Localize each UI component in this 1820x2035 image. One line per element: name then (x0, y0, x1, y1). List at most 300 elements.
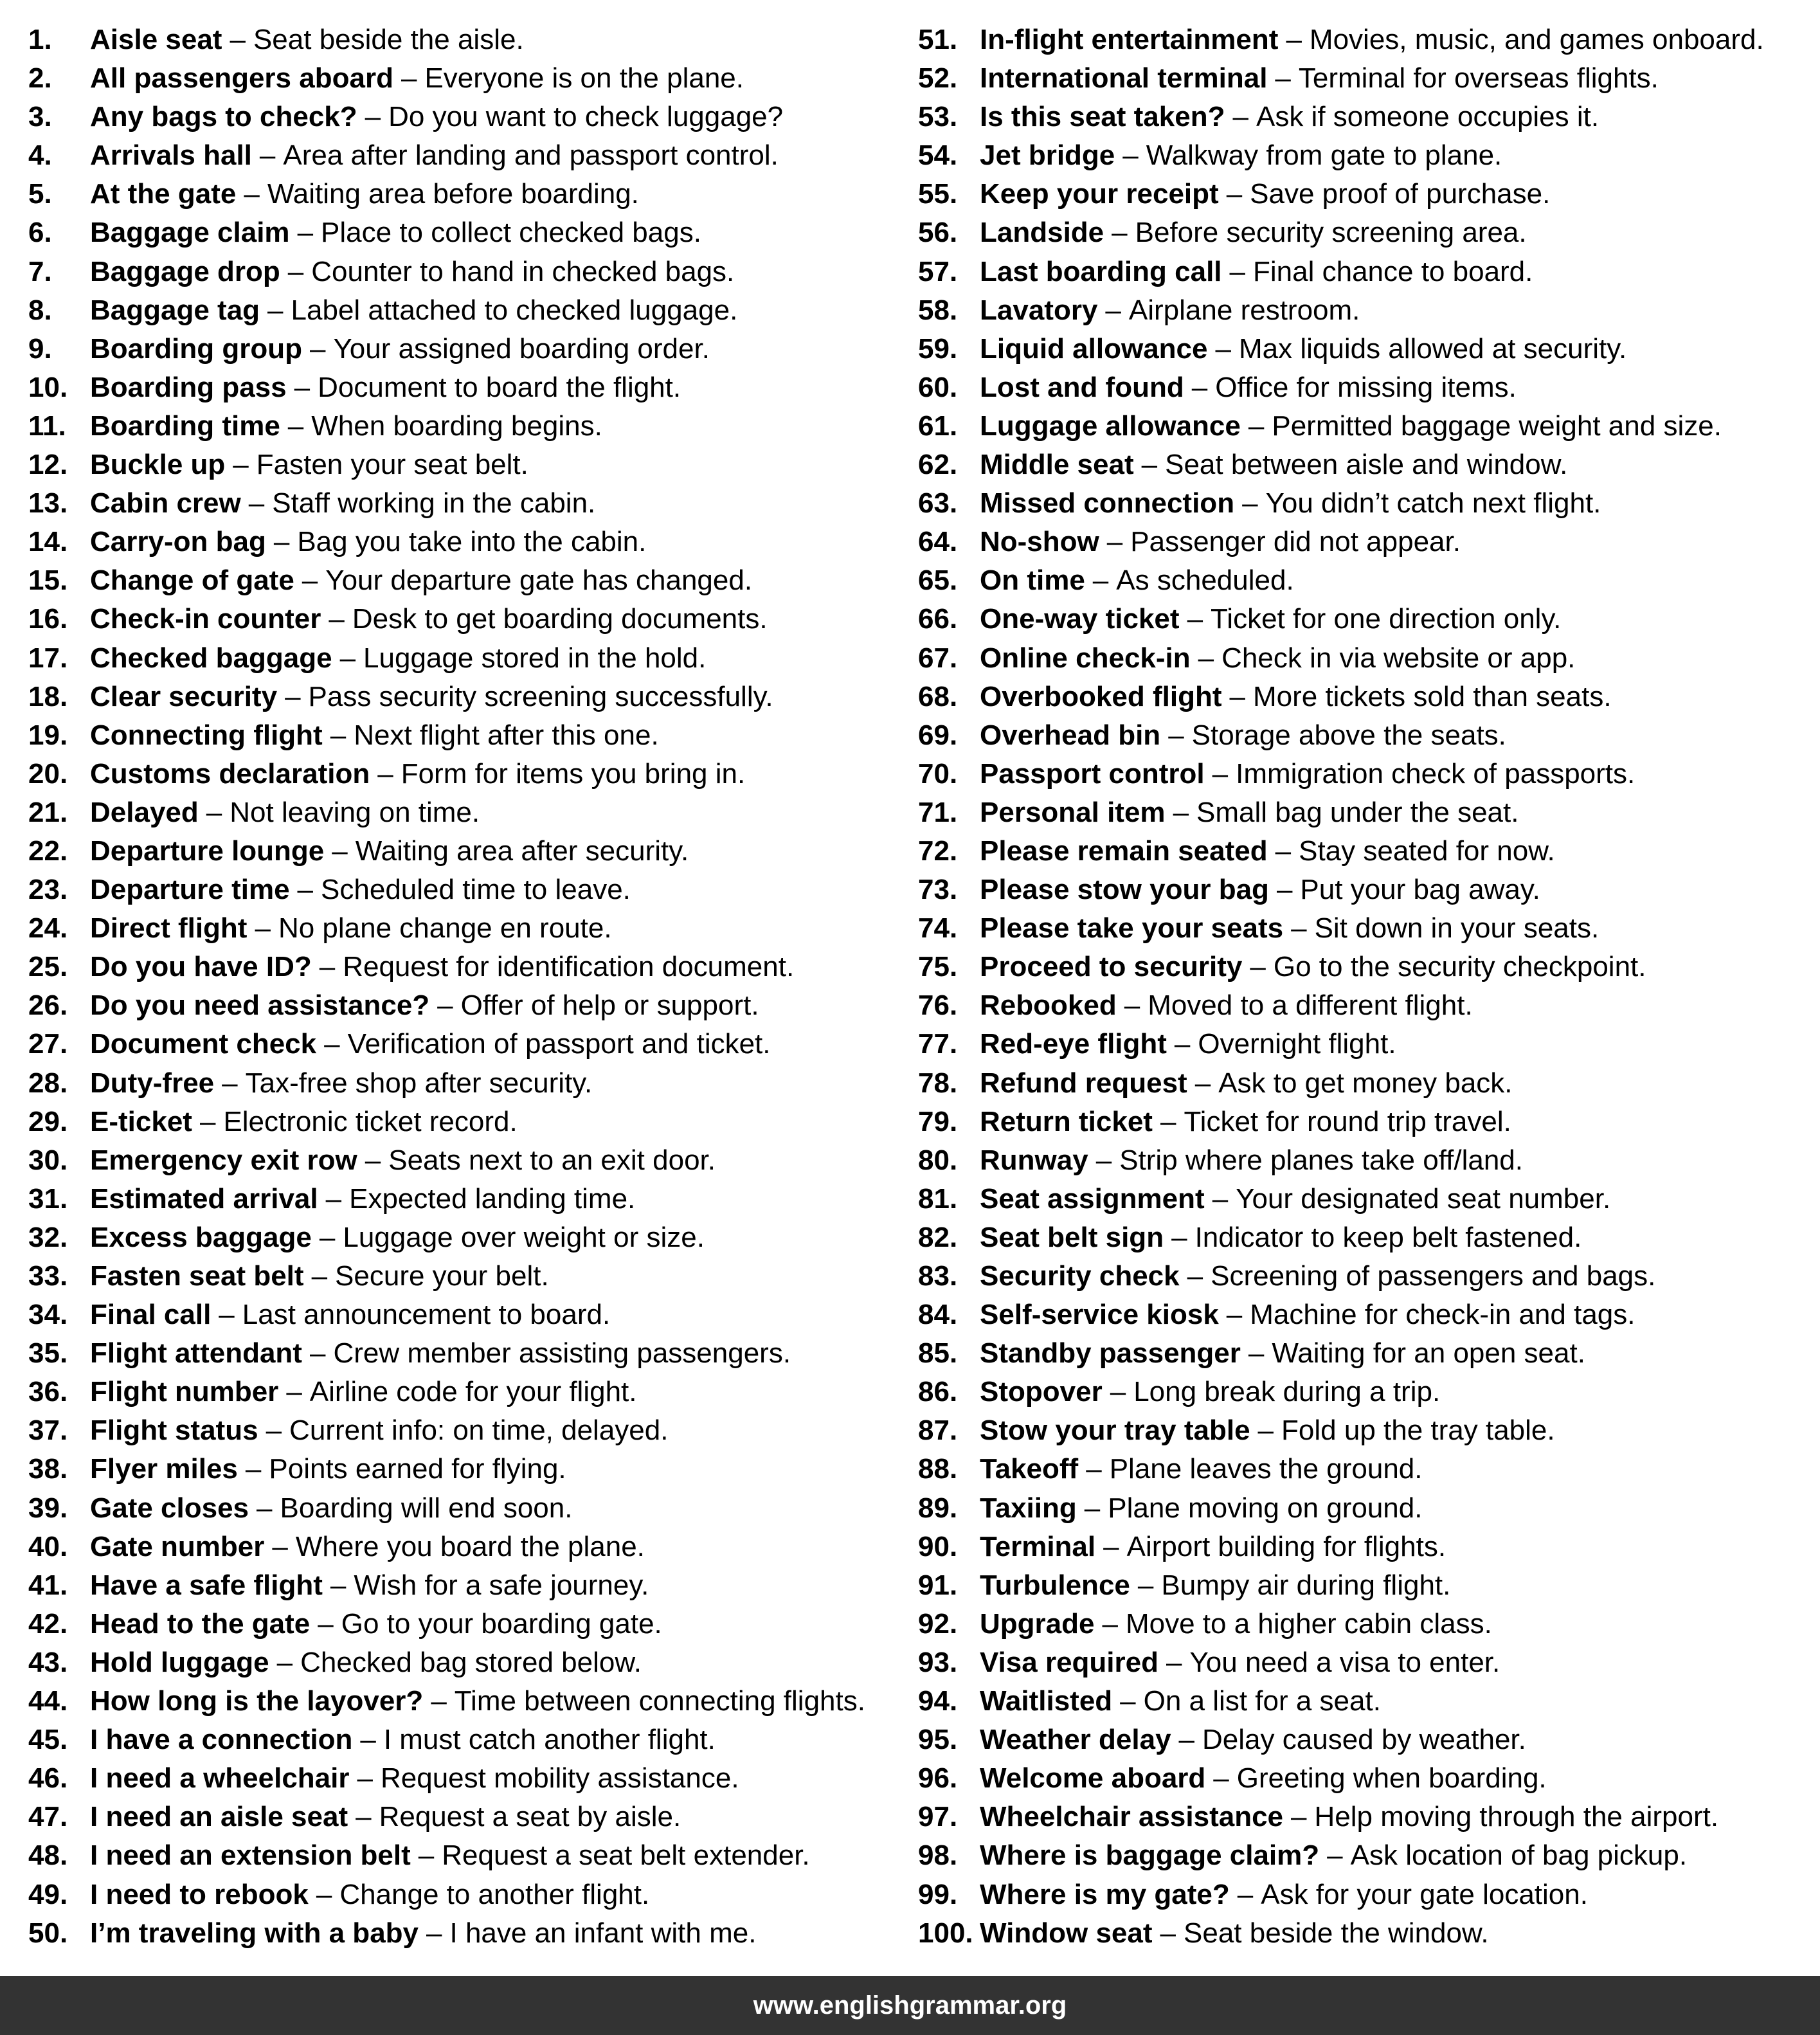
item-number: 61. (918, 410, 958, 442)
phrase-item (918, 407, 1812, 446)
phrase-item (28, 793, 890, 832)
item-definition: Move to a higher cabin class. (1125, 1607, 1492, 1640)
item-separator: – (1291, 1801, 1307, 1833)
item-number: 67. (918, 642, 958, 674)
item-number: 93. (918, 1646, 958, 1678)
item-separator: – (219, 1299, 235, 1331)
item-separator: – (1095, 1144, 1112, 1176)
item-definition: Fold up the tray table. (1281, 1415, 1555, 1447)
phrase-item (28, 1296, 890, 1334)
item-number: 27. (28, 1028, 68, 1060)
item-separator: – (1086, 1453, 1102, 1485)
phrase-item (918, 1064, 1812, 1103)
item-separator: – (1248, 1337, 1265, 1370)
item-term: Stopover (980, 1376, 1103, 1408)
item-number: 40. (28, 1530, 68, 1562)
item-separator: – (330, 1569, 347, 1601)
item-definition: Delay caused by weather. (1202, 1724, 1526, 1756)
item-number: 66. (918, 603, 958, 635)
phrase-item (28, 1721, 890, 1759)
item-number: 63. (918, 487, 958, 520)
phrase-item (28, 1411, 890, 1450)
item-separator: – (401, 62, 417, 95)
footer-url[interactable]: www.englishgrammar.org (753, 1991, 1067, 2020)
phrase-item (28, 98, 890, 136)
item-definition: Change to another flight. (339, 1878, 650, 1910)
item-term: Flight number (90, 1376, 279, 1408)
item-separator: – (1242, 487, 1258, 520)
item-definition: Permitted baggage weight and size. (1272, 410, 1722, 442)
phrase-item (28, 1489, 890, 1528)
phrase-item (28, 1257, 890, 1296)
phrase-item (918, 1025, 1812, 1063)
phrase-item (28, 446, 890, 484)
item-number: 1. (28, 24, 52, 55)
item-definition: Checked bag stored below. (300, 1646, 642, 1678)
item-separator: – (1213, 1762, 1229, 1795)
phrase-item (918, 986, 1812, 1025)
item-separator: – (1194, 1067, 1211, 1099)
item-number: 32. (28, 1221, 68, 1253)
phrase-item (918, 1682, 1812, 1721)
phrase-item (918, 1605, 1812, 1643)
item-term: Luggage allowance (980, 410, 1241, 442)
item-definition: Overnight flight. (1198, 1028, 1396, 1060)
item-term: I’m traveling with a baby (90, 1917, 419, 1949)
item-definition: Office for missing items. (1215, 371, 1517, 403)
item-separator: – (1229, 680, 1245, 712)
item-term: Check-in counter (90, 603, 321, 635)
item-separator: – (324, 1028, 340, 1060)
item-definition: Check in via website or app. (1221, 642, 1576, 674)
item-number: 55. (918, 178, 958, 210)
item-separator: – (311, 1260, 328, 1292)
phrase-item (918, 484, 1812, 523)
phrase-item (28, 986, 890, 1025)
phrase-item (918, 368, 1812, 407)
item-term: Passport control (980, 757, 1205, 790)
item-term: Overhead bin (980, 719, 1161, 751)
item-term: Rebooked (980, 990, 1117, 1022)
item-separator: – (1250, 951, 1266, 983)
phrase-item (918, 716, 1812, 755)
item-definition: Last announcement to board. (242, 1299, 611, 1331)
item-number: 14. (28, 526, 68, 558)
item-number: 24. (28, 912, 68, 945)
phrase-item (28, 1682, 890, 1721)
item-definition: Points earned for flying. (269, 1453, 566, 1485)
phrase-item (918, 1798, 1812, 1836)
item-number: 77. (918, 1028, 958, 1060)
item-number: 13. (28, 487, 68, 520)
phrase-item (28, 1914, 890, 1953)
item-definition: Form for items you bring in. (401, 757, 746, 790)
item-term: In-flight entertainment (980, 24, 1279, 55)
phrase-item (918, 1103, 1812, 1141)
item-term: Waitlisted (980, 1685, 1113, 1717)
phrase-item (28, 1605, 890, 1643)
phrase-item (918, 909, 1812, 948)
item-separator: – (1160, 1105, 1176, 1137)
phrase-item (918, 1180, 1812, 1218)
item-number: 87. (918, 1415, 958, 1447)
item-number: 53. (918, 101, 958, 133)
item-term: Fasten seat belt (90, 1260, 304, 1292)
phrase-item (918, 59, 1812, 98)
item-separator: – (1327, 1840, 1343, 1872)
item-term: Hold luggage (90, 1646, 269, 1678)
item-definition: Luggage over weight or size. (343, 1221, 705, 1253)
item-definition: Wish for a safe journey. (354, 1569, 649, 1601)
item-term: Flight attendant (90, 1337, 302, 1370)
item-definition: Document to board the flight. (318, 371, 681, 403)
item-definition: Place to collect checked bags. (321, 217, 701, 249)
item-separator: – (1291, 912, 1307, 945)
phrase-item (918, 1914, 1812, 1953)
item-separator: – (1168, 719, 1184, 751)
item-definition: Staff working in the cabin. (272, 487, 596, 520)
item-term: Visa required (980, 1646, 1158, 1678)
phrase-item (28, 909, 890, 948)
item-definition: Counter to hand in checked bags. (311, 255, 735, 287)
item-number: 39. (28, 1492, 68, 1524)
item-term: Boarding pass (90, 371, 287, 403)
item-definition: Waiting area after security. (355, 835, 689, 867)
item-separator: – (222, 1067, 238, 1099)
item-definition: Sit down in your seats. (1314, 912, 1599, 945)
item-number: 18. (28, 680, 68, 712)
item-definition: Put your bag away. (1300, 874, 1540, 906)
item-definition: Your designated seat number. (1236, 1182, 1611, 1215)
item-term: Any bags to check? (90, 101, 357, 133)
item-separator: – (1166, 1646, 1182, 1678)
item-number: 17. (28, 642, 68, 674)
item-term: Seat belt sign (980, 1221, 1164, 1253)
item-separator: – (356, 1801, 372, 1833)
item-number: 96. (918, 1762, 958, 1795)
phrase-item (918, 1411, 1812, 1450)
item-term: Taxiing (980, 1492, 1077, 1524)
item-definition: Offer of help or support. (460, 990, 759, 1022)
item-definition: Immigration check of passports. (1236, 757, 1635, 790)
item-separator: – (1171, 1221, 1187, 1253)
phrase-item (28, 871, 890, 909)
item-separator: – (287, 410, 304, 442)
item-definition: You need a visa to enter. (1189, 1646, 1500, 1678)
item-term: Customs declaration (90, 757, 370, 790)
item-term: Lavatory (980, 294, 1098, 326)
item-term: Jet bridge (980, 140, 1115, 172)
item-definition: Max liquids allowed at security. (1238, 332, 1627, 365)
item-separator: – (273, 526, 290, 558)
item-number: 37. (28, 1415, 68, 1447)
item-definition: Seat beside the window. (1184, 1917, 1489, 1949)
item-separator: – (332, 835, 348, 867)
phrase-item (28, 484, 890, 523)
right-column (918, 21, 1812, 1953)
item-term: Estimated arrival (90, 1182, 318, 1215)
phrase-item (918, 175, 1812, 213)
item-definition: Plane moving on ground. (1108, 1492, 1423, 1524)
item-definition: Before security screening area. (1135, 217, 1527, 249)
item-definition: Scheduled time to leave. (321, 874, 631, 906)
item-term: Runway (980, 1144, 1088, 1176)
item-definition: Your assigned boarding order. (333, 332, 710, 365)
item-definition: Indicator to keep belt fastened. (1194, 1221, 1582, 1253)
item-separator: – (437, 990, 453, 1022)
item-term: Wheelchair assistance (980, 1801, 1284, 1833)
phrase-item (918, 98, 1812, 136)
item-term: Please take your seats (980, 912, 1284, 945)
item-term: Lost and found (980, 371, 1184, 403)
phrase-item (28, 1103, 890, 1141)
item-term: Buckle up (90, 449, 226, 481)
item-separator: – (1212, 1182, 1229, 1215)
item-number: 82. (918, 1221, 958, 1253)
item-definition: Seat beside the aisle. (253, 24, 524, 55)
phrase-item (28, 1450, 890, 1488)
item-term: Flight status (90, 1415, 258, 1447)
item-definition: Passenger did not appear. (1130, 526, 1461, 558)
left-column (28, 21, 890, 1953)
item-number: 45. (28, 1724, 68, 1756)
item-term: Baggage tag (90, 294, 260, 326)
item-term: Red-eye flight (980, 1028, 1167, 1060)
item-number: 23. (28, 874, 68, 906)
item-definition: Tax-free shop after security. (245, 1067, 593, 1099)
phrase-item (918, 1373, 1812, 1411)
item-number: 84. (918, 1299, 958, 1331)
phrase-item (28, 1141, 890, 1180)
phrase-item (918, 1450, 1812, 1488)
item-term: Document check (90, 1028, 317, 1060)
phrase-item (28, 407, 890, 446)
item-term: Refund request (980, 1067, 1187, 1099)
item-number: 71. (918, 796, 958, 828)
item-separator: – (319, 1221, 336, 1253)
item-separator: – (1276, 874, 1293, 906)
item-definition: Ask to get money back. (1218, 1067, 1513, 1099)
item-term: Boarding group (90, 332, 302, 365)
item-definition: More tickets sold than seats. (1252, 680, 1612, 712)
item-number: 3. (28, 101, 52, 133)
phrase-item (918, 1566, 1812, 1605)
phrase-item (28, 600, 890, 638)
item-separator: – (1286, 24, 1302, 55)
item-term: Is this seat taken? (980, 101, 1225, 133)
item-definition: Final chance to board. (1253, 255, 1533, 287)
phrase-item (918, 523, 1812, 561)
item-term: Takeoff (980, 1453, 1079, 1485)
item-separator: – (245, 1453, 262, 1485)
item-number: 26. (28, 990, 68, 1022)
item-term: Do you have ID? (90, 951, 312, 983)
item-number: 49. (28, 1878, 68, 1910)
item-separator: – (1191, 371, 1208, 403)
item-separator: – (1275, 62, 1291, 95)
item-number: 56. (918, 217, 958, 249)
item-separator: – (330, 719, 347, 751)
item-separator: – (365, 1144, 381, 1176)
item-term: At the gate (90, 178, 237, 210)
item-term: Online check-in (980, 642, 1191, 674)
item-term: Return ticket (980, 1105, 1153, 1137)
item-term: Checked baggage (90, 642, 332, 674)
item-number: 100. (918, 1917, 973, 1949)
phrase-item (918, 793, 1812, 832)
item-number: 85. (918, 1337, 958, 1370)
phrase-item (918, 1489, 1812, 1528)
item-number: 10. (28, 371, 68, 403)
item-separator: – (318, 1607, 334, 1640)
item-term: Arrivals hall (90, 140, 252, 172)
item-definition: As scheduled. (1116, 565, 1294, 597)
item-separator: – (1187, 1260, 1203, 1292)
item-definition: Pass security screening successfully. (308, 680, 773, 712)
item-definition: You didn’t catch next flight. (1265, 487, 1601, 520)
item-term: I need a wheelchair (90, 1762, 350, 1795)
item-number: 44. (28, 1685, 68, 1717)
phrase-item (28, 1876, 890, 1914)
item-definition: Boarding will end soon. (280, 1492, 573, 1524)
item-definition: Luggage stored in the hold. (363, 642, 707, 674)
item-separator: – (1141, 449, 1158, 481)
item-term: Carry-on bag (90, 526, 266, 558)
item-term: One-way ticket (980, 603, 1180, 635)
item-separator: – (255, 912, 271, 945)
item-separator: – (230, 24, 246, 55)
item-number: 79. (918, 1105, 958, 1137)
item-term: Where is baggage claim? (980, 1840, 1320, 1872)
item-number: 51. (918, 24, 958, 55)
item-term: On time (980, 565, 1085, 597)
item-term: Cabin crew (90, 487, 241, 520)
item-number: 75. (918, 951, 958, 983)
item-separator: – (1275, 835, 1292, 867)
item-number: 31. (28, 1182, 68, 1215)
phrase-item (28, 330, 890, 368)
item-definition: Current info: on time, delayed. (289, 1415, 669, 1447)
item-definition: Label attached to checked luggage. (291, 294, 738, 326)
item-term: Delayed (90, 796, 199, 828)
item-term: Departure time (90, 874, 290, 906)
item-term: I need an aisle seat (90, 1801, 348, 1833)
item-number: 50. (28, 1917, 68, 1949)
item-definition: Desk to get boarding documents. (352, 603, 768, 635)
item-term: Duty-free (90, 1067, 215, 1099)
phrase-item (918, 678, 1812, 716)
item-term: Standby passenger (980, 1337, 1241, 1370)
item-definition: Everyone is on the plane. (424, 62, 744, 95)
item-number: 42. (28, 1607, 68, 1640)
item-term: Landside (980, 217, 1104, 249)
item-separator: – (1232, 101, 1248, 133)
item-separator: – (297, 874, 314, 906)
phrase-item (28, 291, 890, 330)
item-definition: Fasten your seat belt. (256, 449, 528, 481)
item-separator: – (1174, 1028, 1191, 1060)
phrase-item (28, 1064, 890, 1103)
item-term: Final call (90, 1299, 212, 1331)
item-separator: – (1122, 140, 1139, 172)
item-definition: Long break during a trip. (1133, 1376, 1441, 1408)
item-number: 47. (28, 1801, 68, 1833)
item-number: 5. (28, 178, 52, 210)
item-definition: Screening of passengers and bags. (1211, 1260, 1656, 1292)
phrase-item (918, 1528, 1812, 1566)
item-separator: – (1215, 332, 1231, 365)
item-separator: – (426, 1917, 442, 1949)
phrase-item (28, 1180, 890, 1218)
item-term: Direct flight (90, 912, 248, 945)
item-number: 12. (28, 449, 68, 481)
item-number: 72. (918, 835, 958, 867)
item-definition: Request mobility assistance. (380, 1762, 739, 1795)
phrase-item (918, 446, 1812, 484)
item-definition: Not leaving on time. (230, 796, 480, 828)
item-definition: Seat between aisle and window. (1165, 449, 1568, 481)
item-separator: – (1248, 410, 1265, 442)
item-number: 7. (28, 255, 52, 287)
item-separator: – (257, 1492, 273, 1524)
item-separator: – (377, 757, 393, 790)
item-number: 15. (28, 565, 68, 597)
item-number: 48. (28, 1840, 68, 1872)
item-separator: – (1112, 217, 1128, 249)
item-number: 58. (918, 294, 958, 326)
phrase-item (918, 1759, 1812, 1798)
item-definition: Airplane restroom. (1128, 294, 1360, 326)
item-definition: Machine for check-in and tags. (1250, 1299, 1635, 1331)
item-separator: – (339, 642, 356, 674)
phrase-item (28, 136, 890, 175)
item-separator: – (1105, 294, 1121, 326)
item-definition: Ticket for round trip travel. (1184, 1105, 1511, 1137)
item-number: 73. (918, 874, 958, 906)
item-definition: Walkway from gate to plane. (1146, 140, 1502, 172)
phrase-item (918, 1334, 1812, 1373)
item-definition: Moved to a different flight. (1148, 990, 1473, 1022)
item-term: I have a connection (90, 1724, 353, 1756)
phrase-item (918, 1296, 1812, 1334)
item-definition: Electronic ticket record. (223, 1105, 518, 1137)
item-term: Keep your receipt (980, 178, 1219, 210)
footer-bar (0, 1976, 1820, 2035)
item-number: 19. (28, 719, 68, 751)
item-number: 95. (918, 1724, 958, 1756)
item-number: 98. (918, 1840, 958, 1872)
item-separator: – (302, 565, 318, 597)
item-term: Terminal (980, 1530, 1096, 1562)
item-term: Stow your tray table (980, 1415, 1250, 1447)
item-separator: – (1178, 1724, 1195, 1756)
phrase-item (918, 253, 1812, 291)
phrase-item (28, 1334, 890, 1373)
item-number: 90. (918, 1530, 958, 1562)
phrase-item (28, 1025, 890, 1063)
item-term: Departure lounge (90, 835, 325, 867)
item-number: 35. (28, 1337, 68, 1370)
item-separator: – (259, 140, 276, 172)
item-number: 20. (28, 757, 68, 790)
item-term: Head to the gate (90, 1607, 311, 1640)
item-number: 30. (28, 1144, 68, 1176)
phrase-item (28, 1836, 890, 1875)
phrase-item (28, 832, 890, 871)
item-number: 78. (918, 1067, 958, 1099)
item-separator: – (360, 1724, 376, 1756)
phrase-item (28, 175, 890, 213)
